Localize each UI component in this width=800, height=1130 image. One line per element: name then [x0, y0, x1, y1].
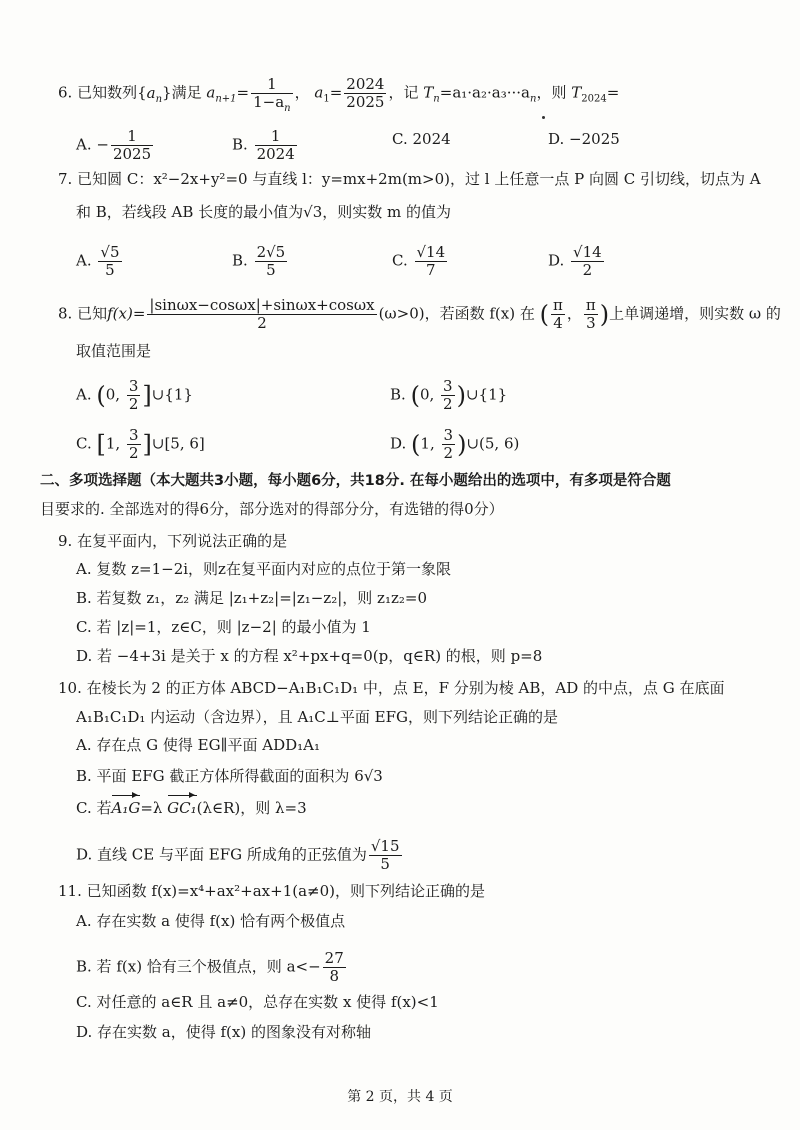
q11-option-b: B. 若 f(x) 恰有三个极值点，则 a<− $\frac{27}{8}$ [76, 949, 344, 985]
q11-option-a: A. 存在实数 a 使得 f(x) 恰有两个极值点 [76, 912, 346, 930]
fraction: $\frac{1}{1-a_n}$ [253, 75, 291, 114]
q9-option-b: B. 若复数 z₁，z₂ 满足 |z₁+z₂|=|z₁−z₂|，则 z₁z₂=0 [76, 589, 427, 607]
q11-option-d: D. 存在实数 a，使得 f(x) 的图象没有对称轴 [76, 1023, 371, 1041]
q10-option-c: C. 若A₁G=λ GC₁(λ∈R)，则 λ=3 [76, 799, 307, 817]
q6-option-a: A. − $\frac{1}{2025}$ [76, 127, 152, 163]
q10-option-d: D. 直线 CE 与平面 EFG 所成角的正弦值为 $\frac{√15}{5}$ [76, 837, 400, 873]
question-8-stem: 8. 已知f(x)= $\frac{|\sin\omega x-\cos\omega x|+\sin\omega x+\cos\omega x}{2}$ (ω>0)，若函数 f(x) 在 ( $\frac{\pi}{4}$ ， $\frac{\pi}{3}$ )上单调递增，则实数 ω 的 [58, 296, 781, 332]
q8-option-c: C. [1, $\frac{3}{2}$ ]∪[5, 6] [76, 426, 205, 462]
q7-option-c: C. $\frac{√14}{7}$ [392, 243, 446, 279]
stray-dot [542, 116, 545, 119]
q9-option-c: C. 若 |z|=1，z∈C，则 |z−2| 的最小值为 1 [76, 618, 371, 636]
q7-option-b: B. $\frac{2√5}{5}$ [232, 243, 286, 279]
question-10-stem-cont: A₁B₁C₁D₁ 内运动（含边界），且 A₁C⊥平面 EFG，则下列结论正确的是 [76, 708, 558, 726]
q9-option-d: D. 若 −4+3i 是关于 x 的方程 x²+px+q=0(p，q∈R) 的根，则 p=8 [76, 647, 543, 665]
question-7-stem-cont: 和 B，若线段 AB 长度的最小值为√3，则实数 m 的值为 [76, 203, 452, 221]
q7-option-d: D. $\frac{√14}{2}$ [548, 243, 602, 279]
q6-option-b: B. $\frac{1}{2024}$ [232, 127, 295, 163]
q10-option-a: A. 存在点 G 使得 EG∥平面 ADD₁A₁ [76, 736, 321, 754]
q9-option-a: A. 复数 z=1−2i，则z在复平面内对应的点位于第一象限 [76, 560, 451, 578]
q8-option-a: A. (0, $\frac{3}{2}$ ]∪{1} [76, 377, 193, 413]
q11-option-c: C. 对任意的 a∈R 且 a≠0，总存在实数 x 使得 f(x)<1 [76, 993, 439, 1011]
question-10-stem: 10. 在棱长为 2 的正方体 ABCD−A₁B₁C₁D₁ 中，点 E，F 分别为棱 AB，AD 的中点，点 G 在底面 [58, 679, 725, 697]
question-6-stem: 6. 已知数列$\{a_n\}$满足 $a_{n+1}=$ $\frac{1}{1-a_n}$ ， $a_1=$ $\frac{2024}{2025}$ ，记 $T_n=a_1\cdot a_2\cdot a_3\cdot\cdot\cdot a_n$，则 $T_{2024}=$ [58, 75, 620, 114]
section-2-heading: 二、多项选择题（本大题共3小题，每小题6分，共18分. 在每小题给出的选项中，有多项是符合题 [40, 473, 671, 489]
section-2-instructions: 目要求的. 全部选对的得6分，部分选对的得部分分，有选错的得0分） [40, 500, 504, 518]
question-11-stem: 11. 已知函数 f(x)=x⁴+ax²+ax+1(a≠0)，则下列结论正确的是 [58, 882, 485, 900]
fraction: $\frac{2024}{2025}$ [346, 75, 385, 111]
question-8-stem-cont: 取值范围是 [76, 342, 152, 360]
question-9-stem: 9. 在复平面内，下列说法正确的是 [58, 532, 288, 550]
page-footer: 第 2 页，共 4 页 [347, 1089, 453, 1105]
q10-option-b: B. 平面 EFG 截正方体所得截面的面积为 6√3 [76, 767, 383, 785]
q6-option-c: C. 2024 [392, 130, 451, 148]
q8-option-d: D. (1, $\frac{3}{2}$ )∪(5, 6) [390, 426, 520, 462]
q8-option-b: B. (0, $\frac{3}{2}$ )∪{1} [390, 377, 508, 413]
q7-option-a: A. $\frac{√5}{5}$ [76, 243, 120, 279]
question-7-stem: 7. 已知圆 C：x²−2x+y²=0 与直线 l：y=mx+2m(m>0)，过 l 上任意一点 P 向圆 C 引切线，切点为 A [58, 170, 761, 188]
q6-option-d: D. −2025 [548, 130, 620, 148]
